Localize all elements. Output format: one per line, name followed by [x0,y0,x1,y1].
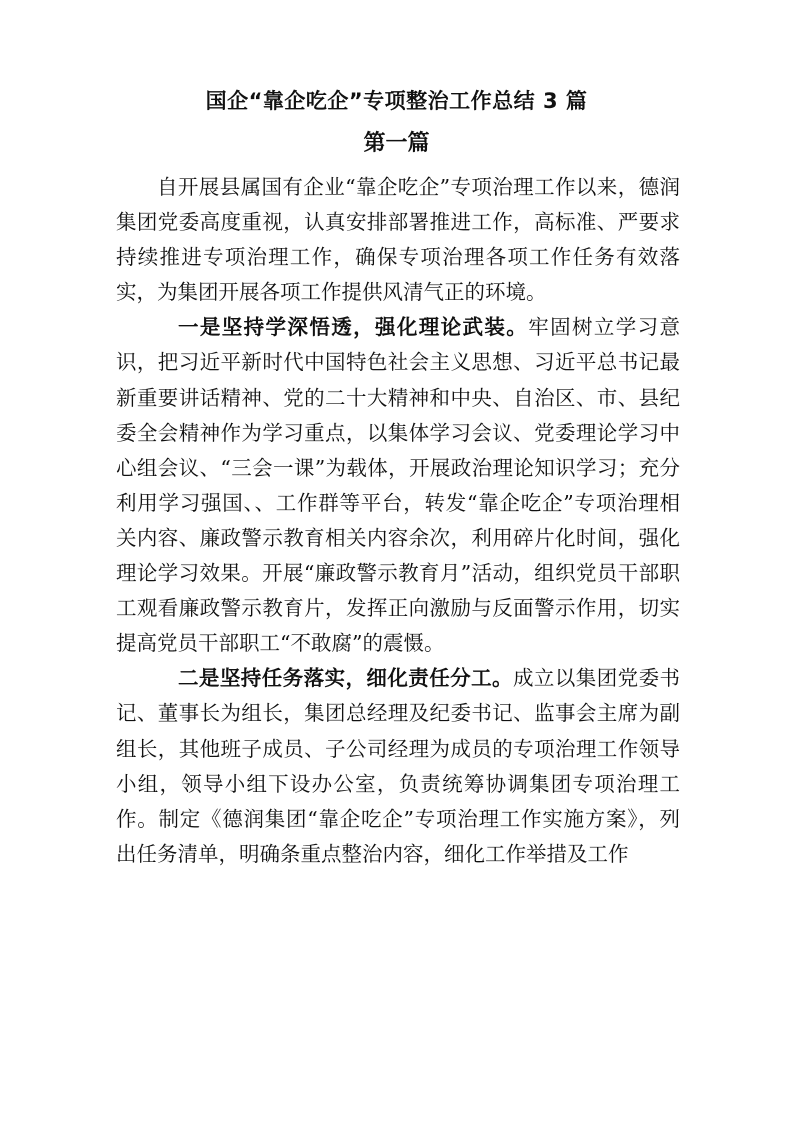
paragraph-point-1 [116,310,680,661]
paragraph-text: 自开展县属国有企业“靠企吃企”专项治理工作以来，德润集团党委高度重视，认真安排部署推进工作，高标准、严要求持续推进专项治理工作，确保专项治理各项工作任务有效落实，为集团开展各项工作提供风清气正的环境。 [116,175,680,305]
paragraph-text: 牢固树立学习意识，把习近平新时代中国特色社会主义思想、习近平总书记最新重要讲话精神、党的二十大精神和中央、自治区、市、县纪委全会精神作为学习重点，以集体学习会议、党委理论学习中心组会议、“三会一课”为载体，开展政治理论知识学习；充分利用学习强国、、工作群等平台，转发“靠企吃企”专项治理相关内容、廉政警示教育相关内容余次，利用碎片化时间，强化理论学习效果。开展“廉政警示教育月”活动，组织党员干部职工观看廉政警示教育片，发挥正向激励与反面警示作用，切实提高党员干部职工“不敢腐”的震慑。 [116,315,681,656]
document-title: 国企“靠企吃企”专项整治工作总结 3 篇 [205,89,588,113]
paragraph-point-2 [116,661,680,872]
document-body [116,170,680,872]
paragraph-lead: 二是坚持任务落实，细化责任分工。 [178,666,513,691]
paragraph-text: 成立以集团党委书记、董事长为组长，集团总经理及纪委书记、监事会主席为副组长，其他班子成员、子公司经理为成员的专项治理工作领导小组，领导小组下设办公室，负责统筹协调集团专项治理工作。制定《德润集团“靠企吃企”专项治理工作实施方案》，列出任务清单，明确条重点整治内容，细化工作举措及工作 [116,666,681,866]
paragraph-intro [116,170,680,310]
section-title: 第一篇 [363,131,430,156]
paragraph-lead: 一是坚持学深悟透，强化理论武装。 [178,315,529,340]
